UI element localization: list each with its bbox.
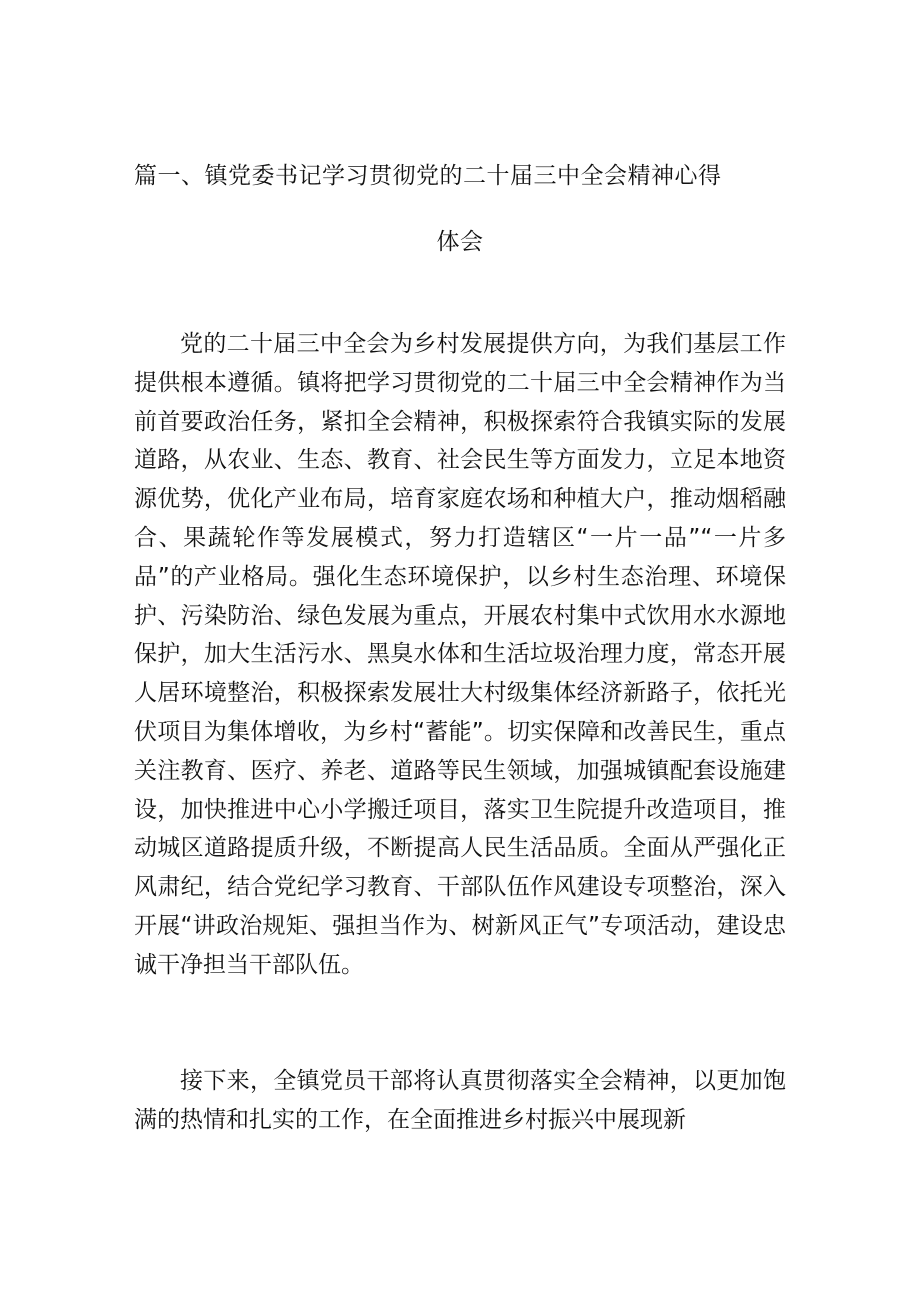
body-paragraph: 党的二十届三中全会为乡村发展提供方向，为我们基层工作提供根本遵循。镇将把学习贯彻党的二十届三中全会精神作为当前首要政治任务，紧扣全会精神，积极探索符合我镇实际的发展道路，从农业、生态、教育、社会民生等方面发力，立足本地资源优势，优化产业布局，培育家庭农场和种植大户，推动烟稻融合、果蔬轮作等发展模式，努力打造辖区“一片一品”“一片多品”的产业格局。强化生态环境保护，以乡村生态治理、环境保护、污染防治、绿色发展为重点，开展农村集中式饮用水水源地保护，加大生活污水、黑臭水体和生活垃圾治理力度，常态开展人居环境整治，积极探索发展壮大村级集体经济新路子，依托光伏项目为集体增收，为乡村“蓄能”。切实保障和改善民生，重点关注教育、医疗、养老、道路等民生领域，加强城镇配套设施建设，加快推进中心小学搬迁项目，落实卫生院提升改造项目，推动城区道路提质升级，不断提高人民生活品质。全面从严强化正风肃纪，结合党纪学习教育、干部队伍作风建设专项整治，深入开展“讲政治规矩、强担当作为、树新风正气”专项活动，建设忠诚干净担当干部队伍。 — [134, 331, 786, 978]
body-paragraph-1-block — [134, 325, 786, 985]
document-title-line-1: 篇一、镇党委书记学习贯彻党的二十届三中全会精神心得 — [134, 163, 722, 189]
body-paragraph-2-block — [134, 1062, 786, 1140]
body-paragraph: 接下来，全镇党员干部将认真贯彻落实全会精神，以更加饱满的热情和扎实的工作，在全面推进乡村振兴中展现新 — [134, 1068, 786, 1133]
document-title-line-2: 体会 — [436, 229, 484, 255]
